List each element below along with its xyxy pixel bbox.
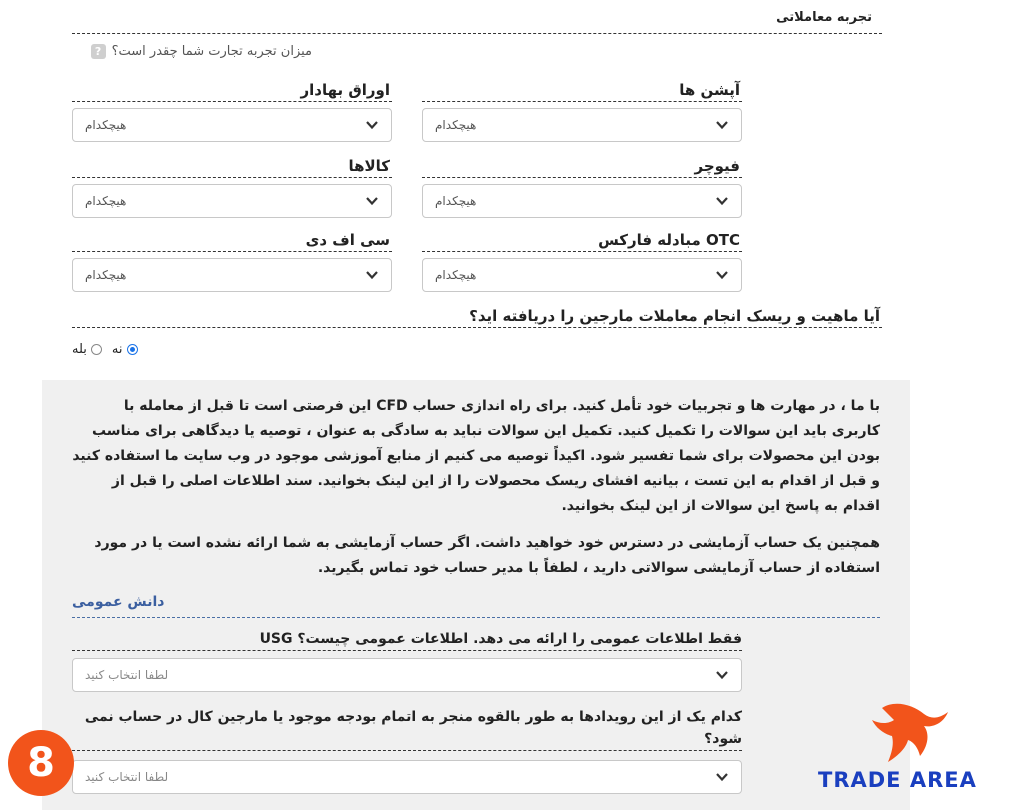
commodities-select-value: هیچکدام <box>85 194 127 208</box>
futures-select[interactable] <box>422 184 742 218</box>
radio-yes-label[interactable]: بله <box>72 342 87 357</box>
cfd-select-value: هیچکدام <box>85 268 127 282</box>
chevron-down-icon <box>715 268 729 282</box>
options-select[interactable] <box>422 108 742 142</box>
commodities-label: کالاها <box>72 156 392 178</box>
hint-text: میزان تجربه تجارت شما چقدر است؟ <box>111 44 312 59</box>
info-paragraph-1: با ما ، در مهارت ها و تجربیات خود تأمل کنید. برای راه اندازی حساب CFD این فرصتی است تا قبل از معامله با کاربری باید این سوالات را تکمیل کنید. تکمیل این سوالات نباید به سادگی به عنوان ، توصیه یا دیدگاهی برای مناسب بودن این محصولات برای شما تفسیر شود. اکیداً توصیه می کنیم از منابع آموزشی موجود در وب سایت ما استفاده کنید و قبل از اقدام به این تست ، بیانیه افشای ریسک محصولات را از این لینک بخوانید. سند اطلاعات اصلی را قبل از اقدام به پاسخ این سوالات از این لینک بخوانید. <box>72 398 880 514</box>
securities-label: اوراق بهادار <box>72 80 392 102</box>
futures-select-value: هیچکدام <box>435 194 477 208</box>
radio-yes[interactable] <box>72 342 102 357</box>
brand-name: TRADE AREA <box>818 768 977 792</box>
cfd-select[interactable] <box>72 258 392 292</box>
securities-select[interactable] <box>72 108 392 142</box>
help-icon[interactable]: ? <box>91 44 106 59</box>
chevron-down-icon <box>715 118 729 132</box>
info-paragraph-2: همچنین یک حساب آزمایشی در دسترس خود خواهید داشت. اگر حساب آزمایشی به شما ارائه نشده است یا در مورد استفاده از حساب آزمایشی سوالاتی دارید ، لطفاً با مدیر حساب خود تماس بگیرید. <box>94 535 880 576</box>
otc-forex-select-value: هیچکدام <box>435 268 477 282</box>
radio-no-indicator[interactable] <box>127 344 138 355</box>
chevron-down-icon <box>715 194 729 208</box>
question-1-placeholder: لطفا انتخاب کنید <box>85 668 169 682</box>
margin-radio-group <box>72 342 138 357</box>
question-1-label: فقط اطلاعات عمومی را ارائه می دهد. اطلاعات عمومی چیست؟ USG <box>72 628 742 651</box>
otc-forex-select[interactable] <box>422 258 742 292</box>
chevron-down-icon <box>365 118 379 132</box>
otc-forex-label: OTC مبادله فارکس <box>422 230 742 252</box>
options-label: آپشن ها <box>422 80 742 102</box>
general-knowledge-title: دانش عمومی <box>72 594 880 618</box>
options-select-value: هیچکدام <box>435 118 477 132</box>
lobster-logo-icon <box>868 700 952 766</box>
radio-no-label[interactable]: نه <box>111 342 123 357</box>
margin-question-label <box>72 306 882 328</box>
question-2-select[interactable] <box>72 760 742 794</box>
commodities-select[interactable] <box>72 184 392 218</box>
margin-question-text: آیا ماهیت و ریسک انجام معاملات مارجین را دریافته اید؟ <box>469 307 880 325</box>
section-title: تجربه معاملاتی <box>72 10 882 34</box>
futures-label: فیوچر <box>422 156 742 178</box>
cfd-label: سی اف دی <box>72 230 392 252</box>
chevron-down-icon <box>365 268 379 282</box>
question-2-label: کدام یک از این رویدادها به طور بالقوه منجر به اتمام بودجه موجود یا مارجین کال در حساب نمی شود؟ <box>72 706 742 751</box>
radio-yes-indicator[interactable] <box>91 344 102 355</box>
radio-no[interactable] <box>112 342 138 357</box>
securities-select-value: هیچکدام <box>85 118 127 132</box>
chevron-down-icon <box>715 770 729 784</box>
chevron-down-icon <box>715 668 729 682</box>
experience-hint <box>91 44 312 59</box>
step-number-badge: 8 <box>8 730 74 796</box>
question-2-placeholder: لطفا انتخاب کنید <box>85 770 169 784</box>
question-1-select[interactable] <box>72 658 742 692</box>
chevron-down-icon <box>365 194 379 208</box>
